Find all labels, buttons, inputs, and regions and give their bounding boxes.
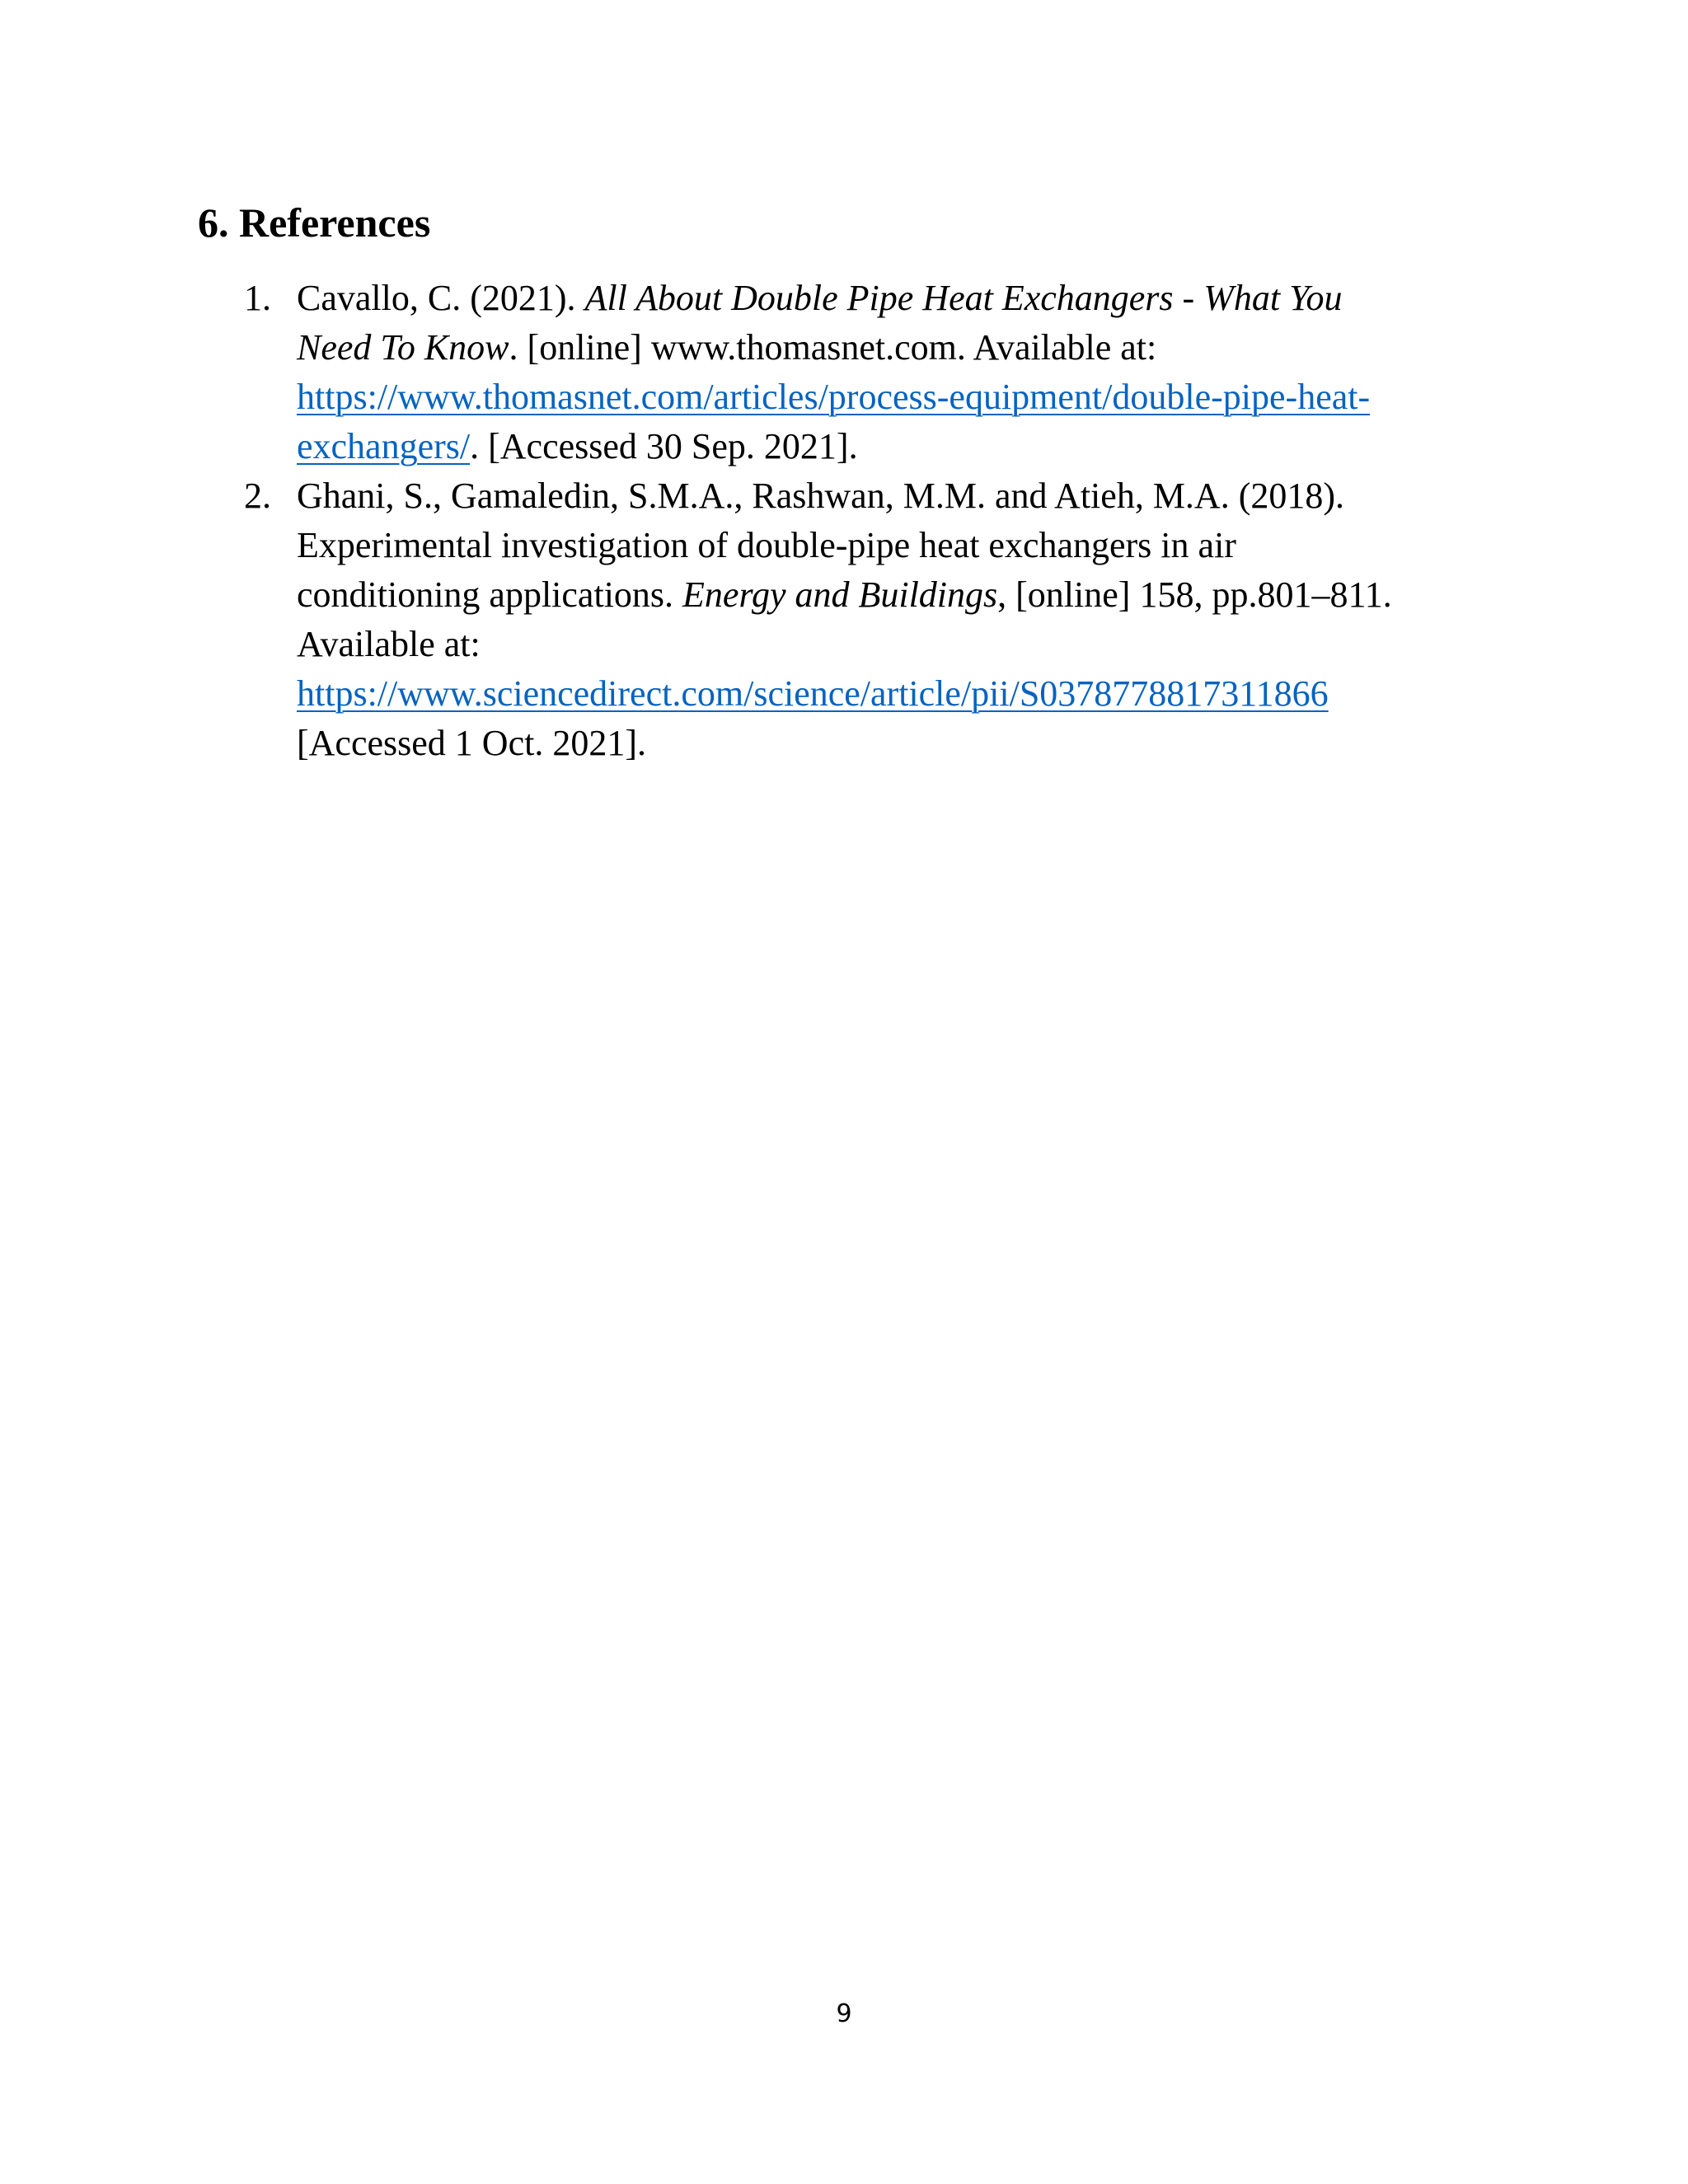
reference-line: Ghani, S., Gamaledin, S.M.A., Rashwan, M.M. and Atieh, M.A. (2018). [297,476,1345,516]
reference-link[interactable]: https://www.sciencedirect.com/science/article/pii/S0378778817311866 [297,673,1329,714]
reference-author: Cavallo, C. (2021). [297,278,585,318]
reference-line [297,373,1500,422]
reference-number: 2. [244,476,271,516]
page-number: 9 [836,1999,852,2028]
reference-line: Experimental investigation of double-pipe heat exchangers in air [297,525,1236,565]
reference-line: Available at: [297,624,481,664]
reference-text: , [online] 158, pp.801–811. [997,574,1392,615]
reference-title: All About Double Pipe Heat Exchangers - What You [584,278,1343,318]
reference-accessed: . [Accessed 30 Sep. 2021]. [470,426,858,466]
reference-list [198,274,1500,768]
reference-number: 1. [244,278,271,318]
reference-line [297,422,1500,471]
reference-link[interactable]: https://www.thomasnet.com/articles/process-equipment/double-pipe-heat- [297,377,1371,417]
reference-source: . [online] www.thomasnet.com. Available at: [509,327,1157,368]
reference-line [297,274,1500,323]
reference-line [297,323,1500,373]
reference-line [297,570,1500,620]
reference-link[interactable]: exchangers/ [297,426,471,466]
section-heading: 6. References [198,199,431,246]
reference-accessed: [Accessed 1 Oct. 2021]. [297,723,646,763]
reference-title: Need To Know [297,327,509,368]
reference-journal: Energy and Buildings [682,574,998,615]
reference-item-1 [198,274,1500,471]
reference-text: conditioning applications. [297,574,683,615]
reference-line [297,669,1500,719]
reference-item-2 [198,471,1500,768]
